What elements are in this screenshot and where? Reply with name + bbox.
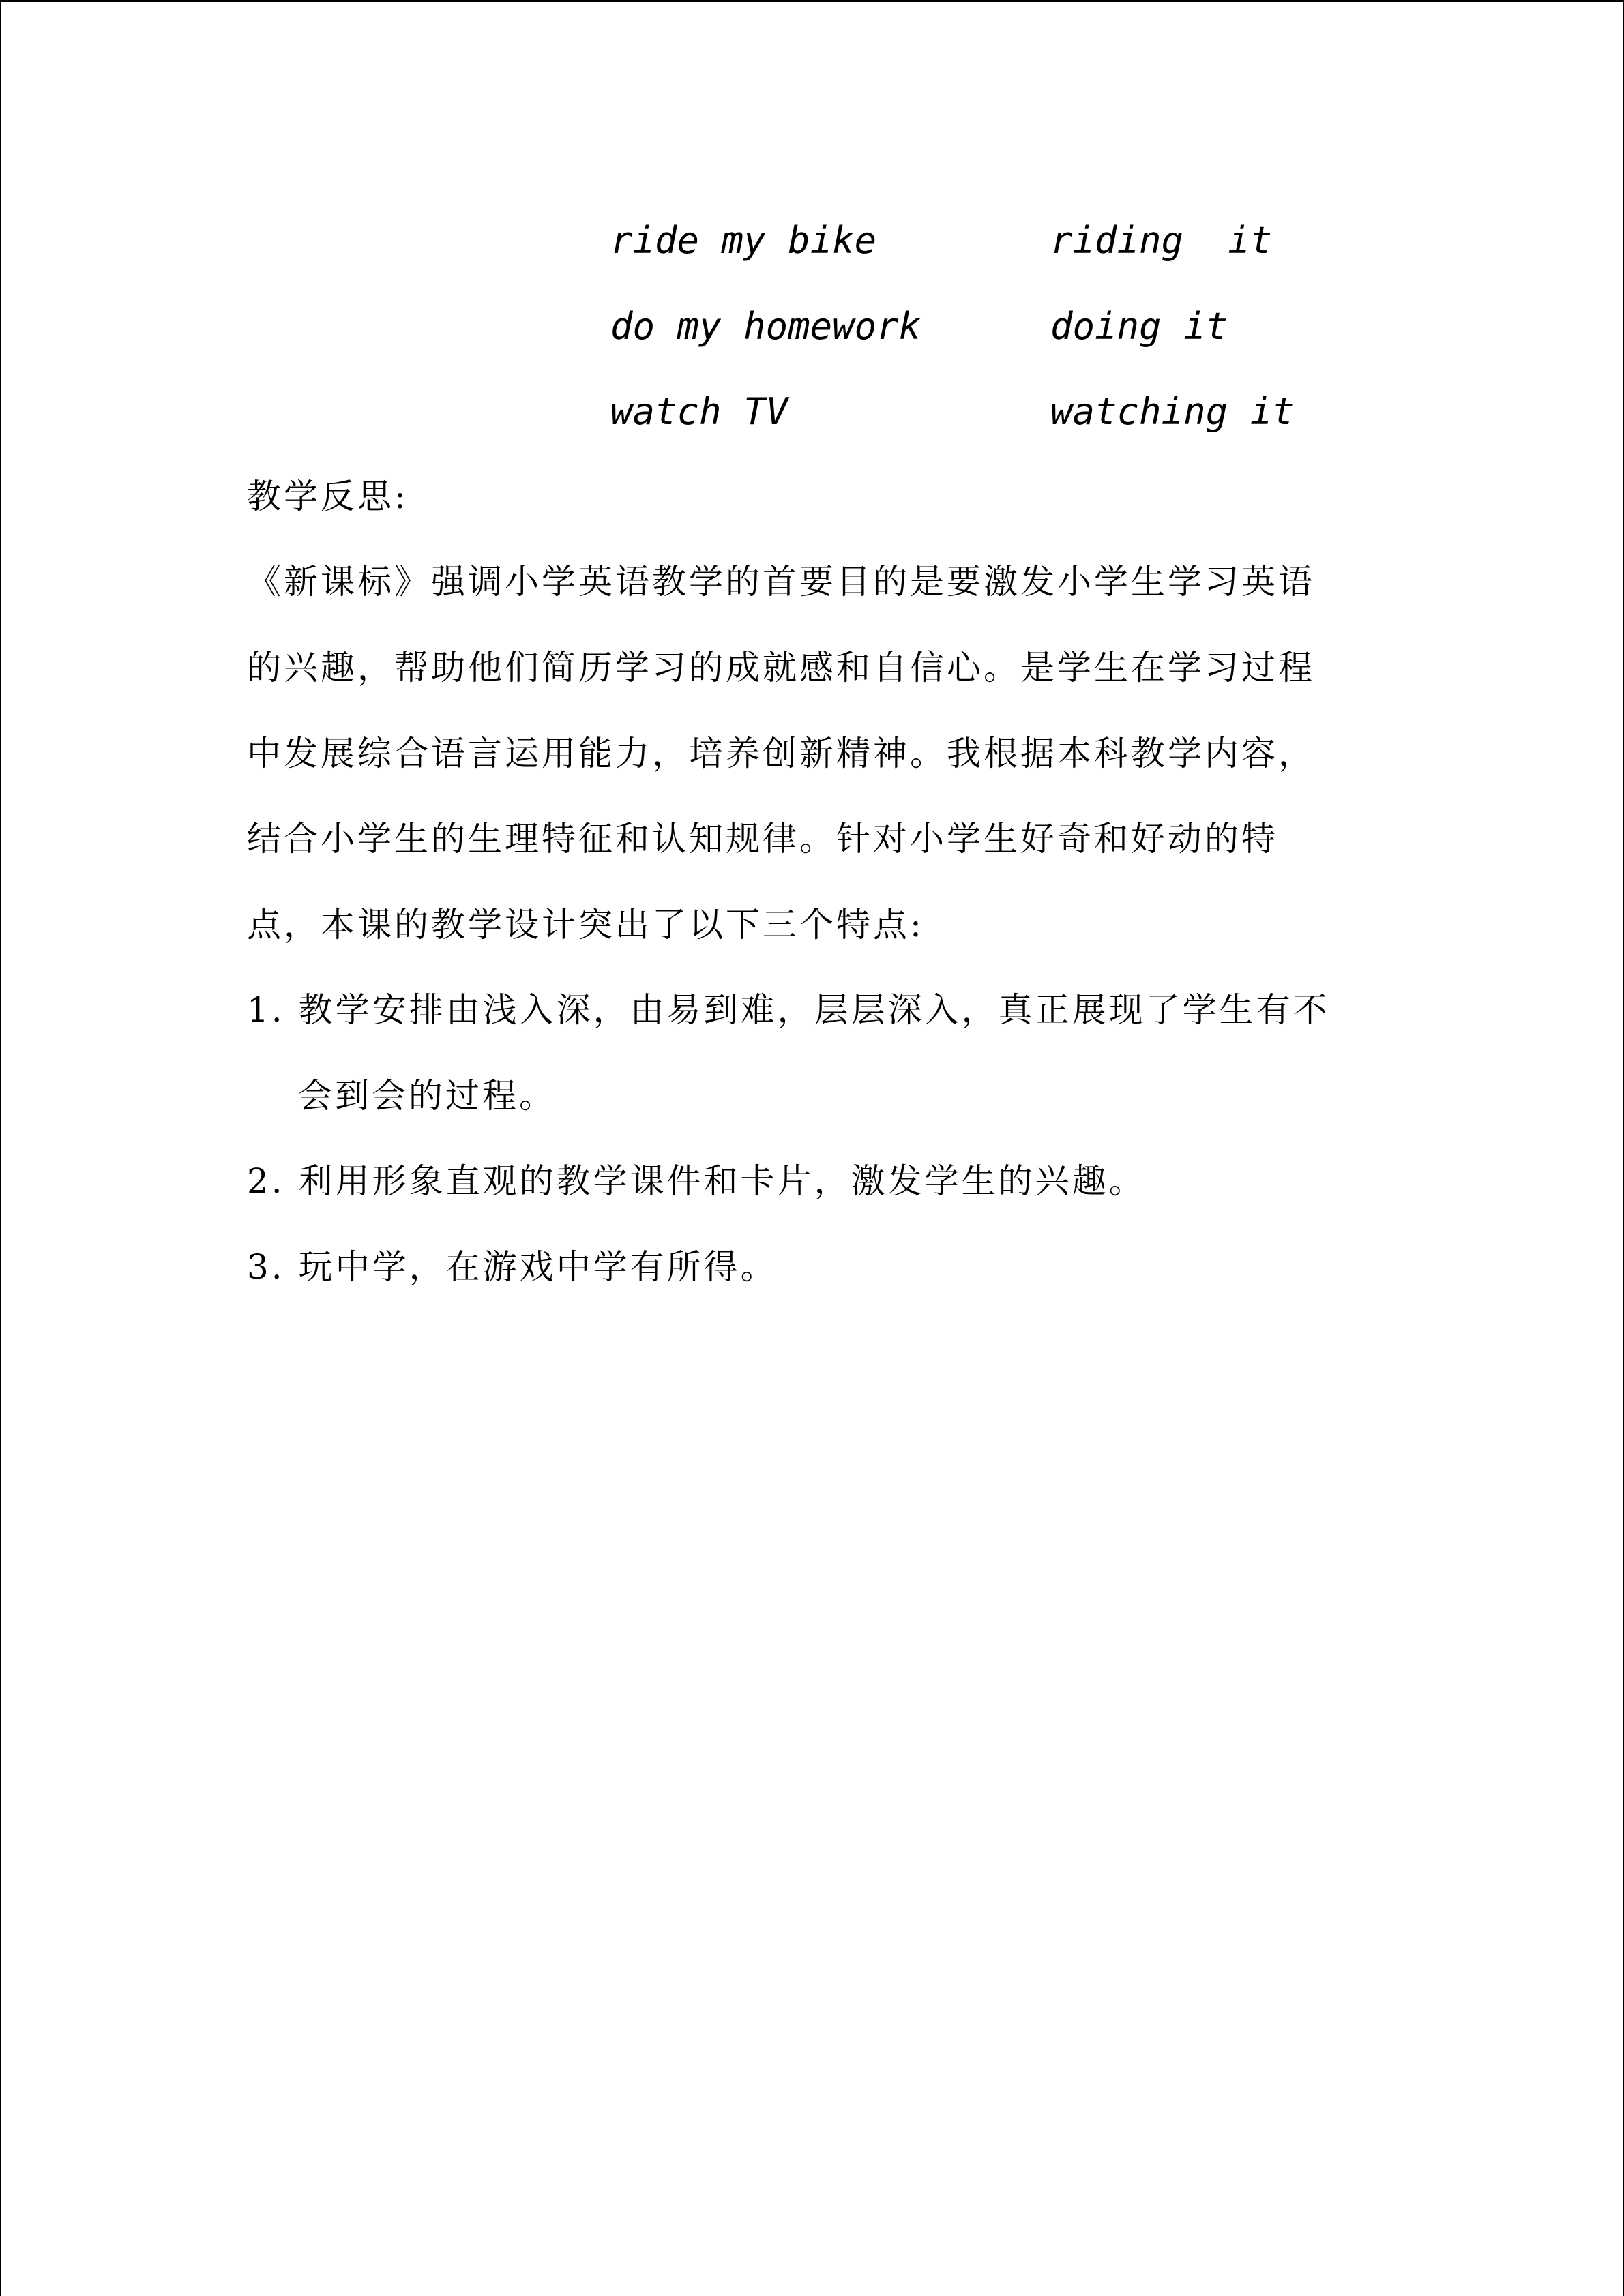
paragraph-line: 结合小学生的生理特征和认知规律。针对小学生好奇和好动的特 — [247, 819, 1278, 859]
paragraph-line: 《新课标》强调小学英语教学的首要目的是要激发小学生学习英语 — [247, 562, 1315, 601]
paragraph-line: 点，本课的教学设计突出了以下三个特点: — [247, 905, 924, 944]
list-item: 2. 利用形象直观的教学课件和卡片，激发学生的兴趣。 — [247, 1161, 1146, 1201]
phrase-gerund: riding it — [1050, 219, 1273, 262]
phrase-base: do my homework — [610, 305, 921, 348]
list-item-continuation: 会到会的过程。 — [298, 1076, 556, 1116]
phrase-gerund: watching it — [1050, 390, 1295, 433]
list-item: 3. 玩中学，在游戏中学有所得。 — [247, 1247, 778, 1287]
paragraph-line: 的兴趣，帮助他们简历学习的成就感和自信心。是学生在学习过程 — [247, 648, 1315, 687]
reflection-heading: 教学反思: — [247, 477, 409, 516]
phrase-gerund: doing it — [1050, 305, 1228, 348]
phrase-base: watch TV — [610, 390, 788, 433]
paragraph-line: 中发展综合语言运用能力，培养创新精神。我根据本科教学内容， — [247, 734, 1315, 773]
list-item: 1. 教学安排由浅入深，由易到难，层层深入，真正展现了学生有不 — [247, 990, 1330, 1030]
phrase-base: ride my bike — [610, 219, 877, 262]
